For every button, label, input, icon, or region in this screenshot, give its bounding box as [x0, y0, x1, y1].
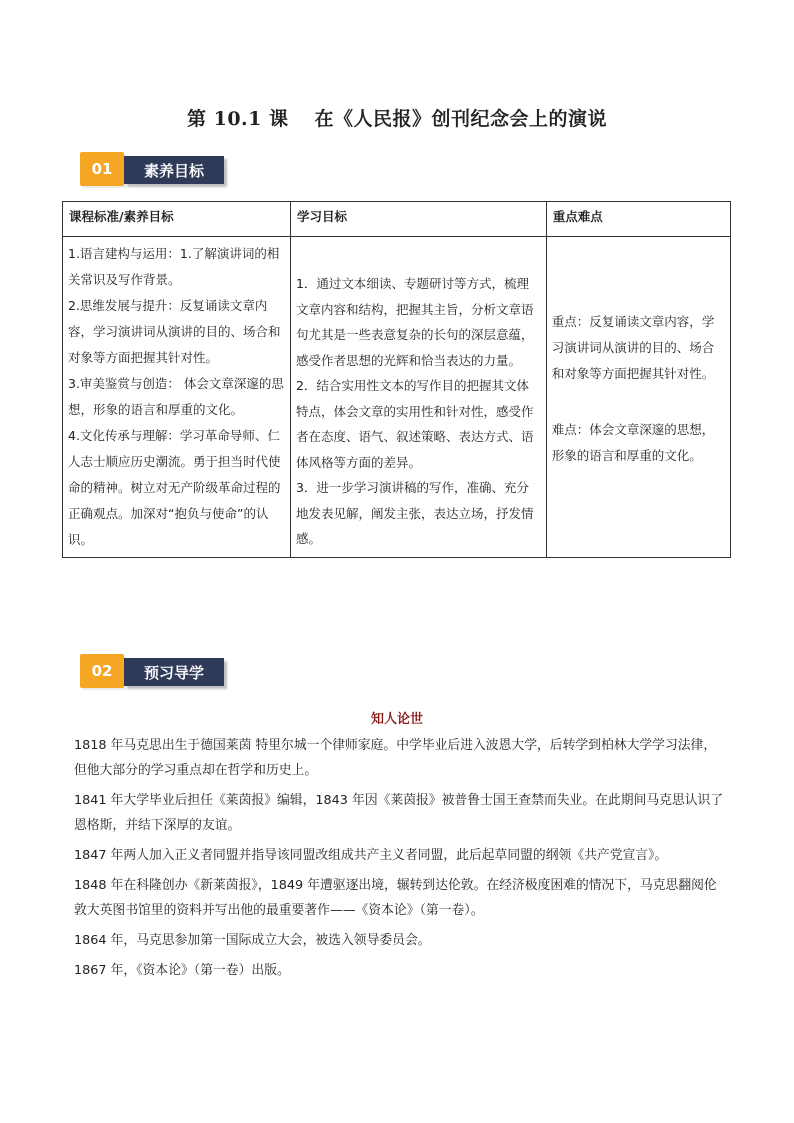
- section-label: 预习导学: [124, 658, 224, 686]
- paragraph: 1818 年马克思出生于德国莱茵 特里尔城一个律师家庭。中学毕业后进入波恩大学，后转学到柏林大学学习法律，但他大部分的学习重点却在哲学和历史上。: [74, 738, 717, 778]
- paragraph: 1864 年，马克思参加第一国际成立大会，被选入领导委员会。: [74, 933, 431, 948]
- lesson-number: 第 10.1 课: [186, 108, 289, 130]
- learning-goals-cell: [290, 237, 546, 558]
- section-header-goals: [80, 152, 226, 186]
- paragraph: 1841 年大学毕业后担任《莱茵报》编辑，1843 年因《莱茵报》被普鲁士国王查禁而失业。在此期间马克思认识了恩格斯，并结下深厚的友谊。: [74, 793, 724, 833]
- key-points-cell: [546, 237, 730, 558]
- key-point: 重点：反复诵读文章内容，学习演讲词从演讲的目的、场合和对象等方面把握其针对性。: [551, 314, 715, 381]
- goals-table: [62, 201, 731, 558]
- goal-item: 2．结合实用性文本的写作目的把握其文体特点，体会文章的实用性和针对性，感受作者在态度、语气、叙述策略、表达方式、语体风格等方面的差异。: [295, 378, 534, 470]
- goal-item: 3．进一步学习演讲稿的写作，准确、充分地发表见解，阐发主张，表达立场，抒发情感。: [295, 480, 534, 546]
- body-text: [74, 733, 728, 988]
- page-title: [0, 104, 794, 131]
- paragraph: 1848 年在科隆创办《新莱茵报》，1849 年遭驱逐出境，辗转到达伦敦。在经济极度困难的情况下，马克思翻阅伦敦大英图书馆里的资料并写出他的最重要著作——《资本论》（第一卷）。: [74, 878, 717, 918]
- section-header-preview: [80, 654, 226, 688]
- subsection-title: 知人论世: [370, 712, 423, 727]
- table-header-row: [63, 202, 731, 237]
- difficult-point: 难点：体会文章深邃的思想，形象的语言和厚重的文化。: [551, 422, 715, 463]
- header-learning-goals: 学习目标: [290, 202, 546, 237]
- paragraph: 1847 年两人加入正义者同盟并指导该同盟改组成共产主义者同盟，此后起草同盟的纲领《共产党宣言》。: [74, 848, 668, 863]
- paragraph: 1867 年，《资本论》（第一卷）出版。: [74, 963, 290, 978]
- goal-item: 1．通过文本细读、专题研讨等方式，梳理文章内容和结构，把握其主旨，分析文章语句尤其是一些表意复杂的长句的深层意蕴，感受作者思想的光辉和恰当表达的力量。: [295, 276, 534, 368]
- standard-item: 1.语言建构与运用：1.了解演讲词的相关常识及写作背景。: [68, 246, 280, 287]
- header-standards: 课程标准/素养目标: [63, 202, 291, 237]
- section-label: 素养目标: [124, 156, 224, 184]
- table-row: [63, 237, 731, 558]
- lesson-name: 在《人民报》创刊纪念会上的演说: [314, 108, 608, 130]
- header-key-points: 重点难点: [546, 202, 730, 237]
- standard-item: 3.审美鉴赏与创造： 体会文章深邃的思想，形象的语言和厚重的文化。: [68, 376, 284, 417]
- standard-item: 4.文化传承与理解：学习革命导师、仁人志士顺应历史潮流。勇于担当时代使命的精神。树立对无产阶级革命过程的正确观点。加深对“抱负与使命”的认识。: [68, 428, 281, 547]
- standard-item: 2.思维发展与提升：反复诵读文章内容，学习演讲词从演讲的目的、场合和对象等方面把握其针对性。: [68, 298, 281, 365]
- section-number: 01: [80, 152, 124, 186]
- section-number: 02: [80, 654, 124, 688]
- standards-cell: [63, 237, 291, 558]
